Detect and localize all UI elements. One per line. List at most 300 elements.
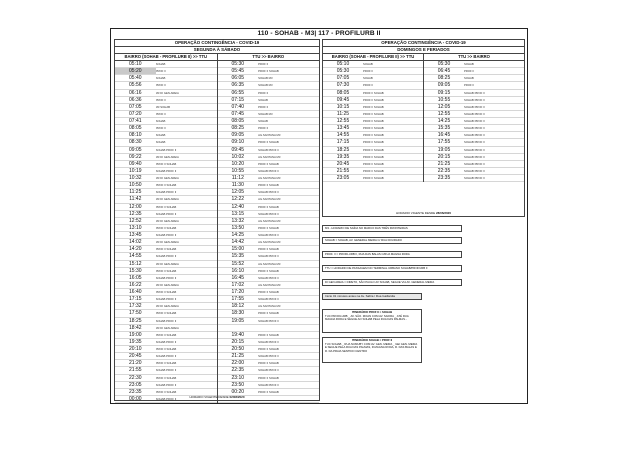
route-variant: PROF II [464,83,475,88]
route-variant: PROF II SOHAB [258,290,279,295]
timetable-row [218,375,320,382]
route-variant: PROF II [464,69,475,74]
timetable-row [323,111,423,118]
timetable-row [115,261,217,268]
legend-prof: PROF. II = PROFILURB II, RUA DAS BALAS C/RUA MAGNA RODA [322,251,462,258]
departure-time: 05:30 [437,61,451,68]
timetable-row [115,139,217,146]
legend-start-note: Início 01 minutos antes na Av. Safira / Rua Gaillardia [322,293,422,300]
departure-time: 09:22 [129,153,142,160]
departure-time: 11:12 [231,175,244,182]
timetable-row [323,132,423,139]
timetable-row [218,310,320,317]
route-variant: AG.SANTANA M3 [258,261,281,266]
weekday-col-inbound: TTU >> BAIRRO [252,54,285,59]
route-variant: PROF II SOHAB [258,140,279,145]
departure-time: 05:56 [129,82,142,89]
route-variant: SOHAB [363,62,373,67]
timetable-row [115,289,217,296]
timetable-row [323,161,423,168]
timetable-row [115,332,217,339]
route-variant: SOHAB PROF II [464,140,485,145]
timetable-row [218,318,320,325]
timetable-row [218,261,320,268]
route-variant: PROF II [155,97,166,102]
departure-time: 07:05 [336,75,350,82]
timetable-row [424,139,524,146]
weekday-footer [115,395,319,399]
route-variant: PROF II SOHAB [258,204,279,209]
timetable-row [424,68,524,75]
timetable-row [218,182,320,189]
itinerary-prof-sohab-title: ITINERÁRIO PROF II > SOHAB [351,310,393,314]
route-variant: SOHAB PROF II [155,318,177,323]
timetable-row [323,75,423,82]
timetable-row [115,239,217,246]
timetable-row [218,161,320,168]
timetable-row [218,168,320,175]
timetable-row [115,90,217,97]
departure-time: 08:05 [129,125,142,132]
timetable-row [323,118,423,125]
departure-time: 12:00 [129,203,142,210]
route-variant: SOHAB PROF II [258,382,279,387]
route-variant: SOHAB PROF II [464,119,485,124]
route-variant: SOHAB PROF II [155,382,177,387]
departure-time: 15:30 [129,267,142,274]
route-variant: PROF II SOHAB [258,375,279,380]
route-variant: PROF II SOHAB [363,176,384,181]
departure-time: 14:55 [129,253,142,260]
departure-time: 09:10 [231,139,245,146]
route-variant: PROF II SOHAB [363,140,384,145]
timetable-row [218,104,320,111]
departure-time: 18:25 [129,317,142,324]
departure-time: 10:55 [437,96,451,103]
route-variant: SOHAB PROF II [464,154,485,159]
timetable-row [218,97,320,104]
departure-time: 10:20 [231,160,245,167]
departure-time: 21:25 [231,353,245,360]
departure-time: 21:20 [129,360,142,367]
departure-time: 21:25 [437,160,451,167]
timetable-row [115,346,217,353]
departure-time: 17:20 [231,289,245,296]
timetable-row [323,139,423,146]
timetable-row [323,175,423,182]
timetable-row [218,232,320,239]
route-variant: SOHAB PROF II [155,368,177,373]
timetable-row [115,296,217,303]
departure-time: 09:05 [437,82,451,89]
route-variant: PROF II SOHAB [258,332,279,337]
route-variant: SOHAB PROF II [155,354,177,359]
timetable-row [218,353,320,360]
route-variant: PROF II SOHAB [363,161,384,166]
timetable-row [218,239,320,246]
route-variant: PROF II [363,83,374,88]
weekend-col-outbound: BAIRRO (SOHAB - PROFILURB II) >> TTU [323,54,424,60]
departure-time: 09:15 [437,89,451,96]
route-variant: PROF II [155,69,166,74]
timetable-row [218,275,320,282]
route-variant: SOHAB PROF II [155,147,177,152]
weekend-footer-label: HORARIO VIGENTE DESDE [395,211,436,215]
timetable-row [323,90,423,97]
weekday-outbound-list [115,61,218,403]
departure-time: 20:15 [231,338,245,345]
timetable-row [424,61,524,68]
weekend-subheader: DOMINGOS E FERIADOS [323,47,524,54]
route-variant: SOHAB PROF II [258,190,279,195]
route-variant: PROF II SOHAB [155,204,177,209]
timetable-row [115,68,217,75]
route-variant: PROF II SOHAB [155,311,177,316]
departure-time: 07:41 [129,118,142,125]
weekend-footer-date: 28/06/2020 [436,211,452,215]
departure-time: 09:05 [231,132,245,139]
timetable-row [424,118,524,125]
departure-time: 11:30 [231,182,244,189]
timetable-row [218,82,320,89]
departure-time: 12:05 [437,103,451,110]
route-variant: SOHAB [155,76,166,81]
departure-time: 14:55 [336,132,350,139]
route-variant: PROF II SOHAB [258,268,279,273]
route-variant: PROF II [155,126,166,131]
timetable-row [218,332,320,339]
timetable-row [218,253,320,260]
legend-ttu: TTU = HORARIO DE PASSAGEM NO TERMINAL URBANO SOHAB/PROFURB II [322,265,462,272]
weekday-footer-label: HORARIO VIGENTE DESDE [189,395,229,399]
departure-time: 16:05 [129,274,142,281]
route-variant: PROF II SOHAB [155,332,177,337]
departure-time: 00:20 [231,388,245,395]
timetable-row [115,82,217,89]
timetable-row [115,246,217,253]
route-variant: PROF II SOHAB [363,119,384,124]
timetable-row [115,268,217,275]
departure-time: 08:25 [231,125,245,132]
departure-time: 18:30 [231,310,245,317]
timetable-row [424,75,524,82]
route-variant: M3 DI GEN AREIA [155,154,179,159]
departure-time: 05:45 [231,68,245,75]
route-variant: SOHAB PROF II [258,275,279,280]
route-variant: SOHAB M3 [258,83,273,88]
departure-time: 07:15 [231,96,245,103]
weekday-footer-date: 02/08/2020 [229,395,245,399]
route-variant: PROF II SOHAB [363,154,384,159]
timetable-row [323,61,423,68]
departure-time: 08:30 [129,139,142,146]
route-variant: M3 DI GEN AREIA [155,197,179,202]
route-variant: PROF II SOHAB [258,361,279,366]
timetable-row [218,360,320,367]
departure-time: 06:05 [231,75,245,82]
departure-time: 09:05 [129,146,142,153]
weekday-panel [114,39,320,401]
departure-time: 15:35 [437,125,451,132]
timetable-row [218,268,320,275]
departure-time: 05:30 [336,68,350,75]
route-variant: SOHAB PROF II [155,275,177,280]
route-variant: PROF II SOHAB [155,361,177,366]
departure-time: 17:50 [129,310,142,317]
timetable-row [218,132,320,139]
route-variant: AG.SANTANA M3 [258,154,281,159]
route-variant: PROF II SOHAB [258,225,279,230]
departure-time: 19:35 [129,338,142,345]
route-variant: PROF II SOHAB [363,133,384,138]
timetable-row [424,168,524,175]
departure-time: 07:45 [231,110,245,117]
departure-time: 06:16 [129,89,142,96]
timetable-row [115,61,217,68]
departure-time: 23:35 [129,388,142,395]
departure-time: 22:35 [437,167,451,174]
timetable-row [115,275,217,282]
departure-time: 05:20 [115,68,156,74]
timetable-row [115,147,217,154]
timetable-row [218,204,320,211]
timetable-row [115,232,217,239]
route-variant: SOHAB [363,76,373,81]
departure-time: 13:45 [129,232,142,239]
timetable-row [323,125,423,132]
timetable-row [115,204,217,211]
timetable-row [218,139,320,146]
timetable-row [115,118,217,125]
route-variant: PROF II SOHAB [363,111,384,116]
route-variant: SOHAB PROF II [258,168,279,173]
route-variant: SOHAB PROF II [258,354,279,359]
departure-time: 10:50 [129,182,142,189]
departure-time: 20:45 [336,160,350,167]
departure-time: 12:55 [437,110,451,117]
itinerary-sohab-prof-body: TUC SOHAB _ RUA NUMUBY COM AV. GEN. MEIRA _ GEI GEN. MEIRA E SEGUE PELA RUA DAS PALMAS, R.MAGNA RODA, R. DAS BALAS E R. DA PRAIA SENTIDO CENTRO [325,341,418,353]
timetable-row [115,111,217,118]
route-variant: PROF II SOHAB [258,347,279,352]
itinerary-prof-sohab-body: TUC PROFILURB _ AV. SÃO. MOAN COM AV. SAFIRA _ ATÉ RUA MAGNA RODA E SEGUE AO SOHAB PELA RUA DAS PALMAS... [325,313,409,322]
route-variant: PROF II [258,104,269,109]
departure-time: 06:45 [437,68,451,75]
route-variant: PROF II SOHAB [363,168,384,173]
departure-time: 12:05 [231,189,245,196]
route-variant: PROF II SOHAB [363,126,384,131]
timetable-row [424,154,524,161]
weekday-subheader: SEGUNDA À SÁBADO [115,47,319,54]
weekend-inbound-list [424,61,524,182]
weekday-header: OPERAÇÃO CONTINGÊNCIA - COVID-19 [115,40,319,47]
timetable-row [115,189,217,196]
departure-time: 10:15 [336,103,350,110]
departure-time: 23:50 [231,381,245,388]
departure-time: 20:15 [437,153,451,160]
timetable-row [115,253,217,260]
timetable-row [115,375,217,382]
departure-time: 14:02 [129,239,142,246]
route-variant: AG.SANTANA M3 [258,133,281,138]
departure-time: 13:32 [231,217,245,224]
timetable-row [218,303,320,310]
departure-time: 06:55 [231,89,245,96]
page-title: 110 - SOHAB - M3| 117 - PROFILURB II [257,30,381,37]
timetable-row [218,61,320,68]
departure-time: 13:45 [336,125,350,132]
route-variant: SOHAB PROF II [464,176,485,181]
departure-time: 08:05 [231,118,245,125]
timetable-row [218,118,320,125]
departure-time: 12:22 [231,196,245,203]
timetable-row [424,97,524,104]
departure-time: 12:55 [336,118,350,125]
route-variant: M3 DI GEN AREIA [155,261,179,266]
departure-time: 07:30 [336,82,350,89]
timetable-row [218,325,320,332]
route-variant: SOHAB PROF II [258,318,279,323]
timetable-row [424,147,524,154]
departure-time: 20:50 [231,346,245,353]
timetable-row [115,353,217,360]
timetable-row [115,104,217,111]
timetable-row [218,218,320,225]
route-variant: SOHAB PROF II [464,111,485,116]
departure-time: 15:35 [231,253,245,260]
departure-time: 15:12 [129,260,142,267]
timetable-row [115,367,217,374]
timetable-row [424,161,524,168]
departure-time: 06:35 [231,82,245,89]
timetable-row [424,125,524,132]
departure-time: 09:45 [336,96,350,103]
itinerary-sohab-prof-title: ITINERÁRIO SOHAB > PROF II [351,338,393,342]
route-variant: PROF II SOHAB [258,311,279,316]
route-variant: PROF II SOHAB [363,147,384,152]
timetable-row [218,189,320,196]
departure-time: 00:00 [129,395,142,402]
route-variant: SOHAB [258,119,268,124]
departure-time: 13:50 [231,224,245,231]
departure-time: 14:25 [231,232,245,239]
timetable-row [218,154,320,161]
departure-time: 18:25 [336,146,350,153]
route-variant: PROF II SOHAB [258,389,279,394]
route-variant: M3 DI GEN AREIA [155,218,179,223]
departure-time: 15:00 [231,246,245,253]
departure-time: 12:35 [129,210,142,217]
route-variant: SOHAB M3 [258,76,273,81]
departure-time: 21:55 [129,367,142,374]
route-variant: M3 DI GEN AREIA [155,282,179,287]
timetable-row [218,296,320,303]
route-variant: SOHAB PROF II [258,147,279,152]
timetable-row [218,339,320,346]
route-variant: PROF II SOHAB [155,183,177,188]
route-variant: PROF II SOHAB [258,247,279,252]
timetable-row [115,175,217,182]
route-variant: AG.SANTANA M3 [258,197,281,202]
timetable-row [424,111,524,118]
route-variant: PROF II SOHAB [363,90,384,95]
timetable-row [115,382,217,389]
route-variant: SOHAB PROF II [155,396,177,401]
route-variant: M3 DI GEN AREIA [155,304,179,309]
timetable-row [323,147,423,154]
departure-time: 11:25 [129,189,142,196]
timetable-row [218,175,320,182]
route-variant: PROF II [363,69,374,74]
departure-time: 07:05 [129,103,142,110]
departure-time: 20:10 [129,346,142,353]
departure-time: 08:10 [129,132,142,139]
route-variant: SOHAB PROF II [464,161,485,166]
weekend-header: OPERAÇÃO CONTINGÊNCIA - COVID-19 [323,40,524,47]
timetable-row [115,168,217,175]
route-variant: SOHAB PROF II [155,168,177,173]
route-variant: PROF II SOHAB [155,290,177,295]
departure-time: 05:40 [129,75,142,82]
route-variant: SOHAB PROF II [155,190,177,195]
route-variant: M3 DI GEN AREIA [155,325,179,330]
timetable-row [115,360,217,367]
departure-time: 16:40 [129,289,142,296]
route-variant: SOHAB PROF II [258,368,279,373]
timetable-row [218,282,320,289]
timetable-row [323,168,423,175]
route-variant: PROF II SOHAB [363,97,384,102]
route-variant: PROF II [258,90,269,95]
departure-time: 21:55 [336,167,350,174]
timetable-row [424,90,524,97]
departure-time: 09:45 [231,146,245,153]
route-variant: SOHAB [464,62,474,67]
route-variant: SOHAB PROF II [464,133,485,138]
timetable-row [218,90,320,97]
departure-time: 10:55 [231,167,245,174]
weekday-rows [115,61,319,403]
timetable-row [218,75,320,82]
departure-time: 11:42 [129,196,142,203]
departure-time: 16:10 [231,267,245,274]
route-variant: AG.SANTANA M3 [258,282,281,287]
weekend-col-inbound: TTU >> BAIRRO [458,54,490,59]
route-variant: SOHAB PROF II [258,254,279,259]
route-variant: SOHAB PROF II [464,104,485,109]
departure-time: 14:20 [129,246,142,253]
departure-time: 17:55 [437,139,451,146]
route-variant: AG.SANTANA M3 [258,240,281,245]
timetable-row [218,346,320,353]
timetable-row [115,325,217,332]
route-variant: SOHAB PROF II [155,297,177,302]
route-variant: SOHAB PROF II [155,254,177,259]
timetable-row [218,246,320,253]
route-variant: PROF II SOHAB [155,389,177,394]
route-variant: SOHAB PROF II [258,339,279,344]
route-variant: M3 SOHAB [155,104,171,109]
weekend-outbound-list [323,61,424,182]
timetable-row [115,310,217,317]
route-variant: AG.SANTANA M3 [258,176,281,181]
route-variant: SOHAB PROF II [155,233,177,238]
departure-time: 16:45 [231,274,245,281]
departure-time: 12:52 [129,217,142,224]
departure-time: 14:25 [437,118,451,125]
timetable-row [115,211,217,218]
timetable-row [115,225,217,232]
route-variant: AG.SANTANA M3 [258,304,281,309]
